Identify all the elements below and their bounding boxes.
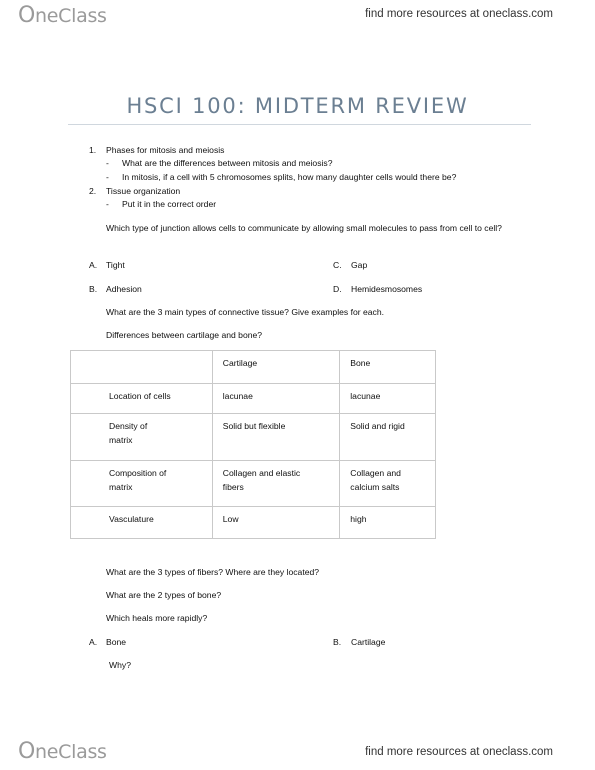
table-header-cell bbox=[71, 351, 213, 384]
header-site-link[interactable]: find more resources at oneclass.com bbox=[365, 8, 553, 20]
table-header-cell: Cartilage bbox=[212, 351, 340, 384]
option-letter: B. bbox=[333, 637, 342, 647]
question-heals: Which heals more rapidly? bbox=[106, 613, 208, 623]
list-dash: - bbox=[106, 158, 109, 168]
footer-site-link[interactable]: find more resources at oneclass.com bbox=[365, 746, 553, 758]
table-row bbox=[71, 461, 436, 507]
list-number: 2. bbox=[89, 186, 97, 196]
list-dash: - bbox=[106, 172, 109, 182]
sub-item-order: Put it in the correct order bbox=[122, 199, 217, 209]
table-cell: Collagen and elastic fibers bbox=[212, 461, 340, 507]
question-why: Why? bbox=[109, 660, 131, 670]
logo-initial: O bbox=[18, 739, 36, 764]
option-adhesion: Adhesion bbox=[106, 284, 142, 294]
table-row bbox=[71, 414, 436, 461]
oneclass-logo-footer bbox=[18, 739, 107, 764]
option-hemidesmosomes: Hemidesmosomes bbox=[351, 284, 423, 294]
question-bone-types: What are the 2 types of bone? bbox=[106, 590, 222, 600]
title-underline bbox=[68, 124, 531, 125]
logo-wordmark: neClass bbox=[35, 5, 107, 27]
sub-item-daughter-cells: In mitosis, if a cell with 5 chromosomes splits, how many daughter cells would there be? bbox=[122, 172, 457, 182]
logo-wordmark: neClass bbox=[35, 741, 107, 763]
option-cartilage: Cartilage bbox=[351, 637, 386, 647]
table-cell: lacunae bbox=[212, 384, 340, 414]
option-letter: A. bbox=[89, 260, 98, 270]
oneclass-logo bbox=[18, 3, 107, 28]
table-cell: Composition of matrix bbox=[71, 461, 213, 507]
question-junction: Which type of junction allows cells to communicate by allowing small molecules to pass from cell to cell? bbox=[106, 223, 502, 233]
table-header-cell: Bone bbox=[340, 351, 436, 384]
option-letter: B. bbox=[89, 284, 98, 294]
option-gap: Gap bbox=[351, 260, 368, 270]
list-number: 1. bbox=[89, 145, 97, 155]
table-cell: Solid and rigid bbox=[340, 414, 436, 461]
table-cell: high bbox=[340, 507, 436, 539]
sub-item-differences: What are the differences between mitosis and meiosis? bbox=[122, 158, 333, 168]
list-item-tissue: Tissue organization bbox=[106, 186, 181, 196]
table-row bbox=[71, 507, 436, 539]
logo-initial: O bbox=[18, 3, 36, 28]
table-header-row bbox=[71, 351, 436, 384]
option-letter: D. bbox=[333, 284, 342, 294]
table-row bbox=[71, 384, 436, 414]
list-item-mitosis: Phases for mitosis and meiosis bbox=[106, 145, 225, 155]
list-dash: - bbox=[106, 199, 109, 209]
comparison-table bbox=[70, 350, 436, 539]
option-tight: Tight bbox=[106, 260, 125, 270]
table-cell: Location of cells bbox=[71, 384, 213, 414]
table-cell: Low bbox=[212, 507, 340, 539]
question-cartilage-bone: Differences between cartilage and bone? bbox=[106, 330, 263, 340]
question-fibers: What are the 3 types of fibers? Where are they located? bbox=[106, 567, 320, 577]
option-letter: A. bbox=[89, 637, 98, 647]
table-cell: Density of matrix bbox=[71, 414, 213, 461]
table-cell: Vasculature bbox=[71, 507, 213, 539]
option-letter: C. bbox=[333, 260, 342, 270]
table-cell: lacunae bbox=[340, 384, 436, 414]
question-connective-tissue: What are the 3 main types of connective tissue? Give examples for each. bbox=[106, 307, 385, 317]
option-bone: Bone bbox=[106, 637, 127, 647]
page-title: HSCI 100: MIDTERM REVIEW bbox=[126, 94, 469, 118]
table-cell: Solid but flexible bbox=[212, 414, 340, 461]
table-cell: Collagen and calcium salts bbox=[340, 461, 436, 507]
